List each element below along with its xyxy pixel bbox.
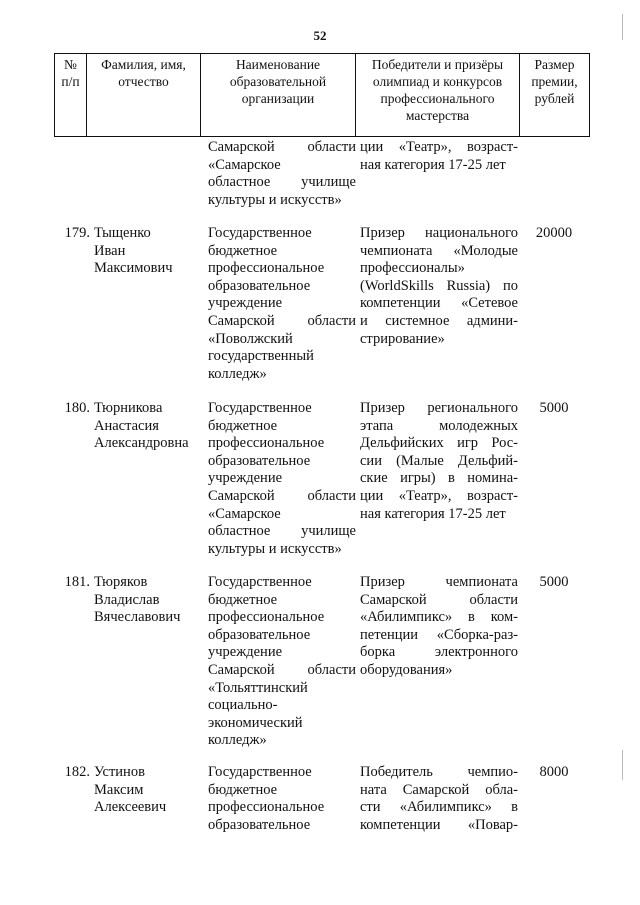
row-name xyxy=(94,574,204,627)
name-line: Максим xyxy=(94,781,144,798)
org-line: Самарской области xyxy=(208,139,356,155)
table-body xyxy=(54,137,589,905)
page-number: 52 xyxy=(313,28,327,43)
row-number: 182. xyxy=(64,764,90,780)
row-organization xyxy=(208,225,356,383)
row-prize: 8000 xyxy=(539,764,569,780)
winners-line: оборудования» xyxy=(360,661,453,678)
name-line: Тюряков xyxy=(94,574,148,590)
winners-line: петенции «Сборка-раз- xyxy=(360,626,518,643)
org-line: Государственное xyxy=(208,400,312,416)
winners-line: и системное админи- xyxy=(360,312,518,329)
row-prize: 5000 xyxy=(539,574,569,590)
winners-line: стрирование» xyxy=(360,330,445,347)
winners-line: ции «Театр», возраст- xyxy=(360,487,518,504)
winners-line: Дельфийских игр Рос- xyxy=(360,435,518,452)
org-line: областное училище xyxy=(208,174,356,191)
winners-line: (WorldSkills Russia) по xyxy=(360,277,518,294)
org-line: «Самарское xyxy=(208,505,281,522)
winners-line: сии (Малые Дельфий- xyxy=(360,452,518,469)
table-header xyxy=(54,53,590,137)
row-name xyxy=(94,400,204,453)
org-line: профессиональное xyxy=(208,799,325,816)
org-line: бюджетное xyxy=(208,417,278,434)
name-line: Максимович xyxy=(94,260,173,277)
name-line: Алексеевич xyxy=(94,799,167,816)
winners-line: профессионалы» xyxy=(360,260,465,277)
winners-line: борка электронного xyxy=(360,644,518,661)
org-line: Самарской области xyxy=(208,661,356,678)
row-winners xyxy=(360,400,518,523)
name-line: Анастасия xyxy=(94,417,159,434)
header-num: № п/п xyxy=(55,54,87,137)
row-winners xyxy=(360,764,518,834)
row-prize: 20000 xyxy=(535,225,573,241)
row-organization xyxy=(208,400,356,558)
header-winners: Победители и призёры олимпиад и конкурсов профессионального мастерства xyxy=(356,54,520,137)
winners-line: ские игры) в номина- xyxy=(360,470,518,487)
org-line: Самарской области xyxy=(208,487,356,504)
org-line: областное училище xyxy=(208,523,356,540)
winners-line: ции «Театр», возраст- xyxy=(360,139,518,155)
org-line: Государственное xyxy=(208,574,312,590)
winners-line: ната Самарской обла- xyxy=(360,781,518,798)
winners-line: «Абилимпикс» в ком- xyxy=(360,609,518,626)
scan-artifact-mark xyxy=(622,14,623,40)
row-name xyxy=(94,225,204,278)
org-line: образовательное xyxy=(208,816,311,833)
row-prize: 5000 xyxy=(539,400,569,416)
org-line: бюджетное xyxy=(208,242,278,259)
winners-line: сти «Абилимпикс» в xyxy=(360,799,518,816)
org-line: учреждение xyxy=(208,295,283,312)
winners-line: Призер национального xyxy=(360,225,518,241)
row-number: 179. xyxy=(64,225,90,241)
winners-line: Призер чемпионата xyxy=(360,574,518,590)
winners-line: ная категория 17-25 лет xyxy=(360,505,506,522)
org-line: учреждение xyxy=(208,644,283,661)
name-line: Устинов xyxy=(94,764,145,780)
winners-line: Победитель чемпио- xyxy=(360,764,518,780)
winners-line: компетенции «Повар- xyxy=(360,816,518,833)
header-prize: Размер премии, рублей xyxy=(520,54,590,137)
continuation-winners xyxy=(360,139,518,174)
row-number: 181. xyxy=(64,574,90,590)
org-line: профессиональное xyxy=(208,609,325,626)
header-name: Фамилия, имя, отчество xyxy=(87,54,201,137)
row-organization xyxy=(208,574,356,750)
name-line: Тыщенко xyxy=(94,225,151,241)
name-line: Александровна xyxy=(94,435,189,452)
winners-line: Призер регионального xyxy=(360,400,518,416)
winners-line: Самарской области xyxy=(360,591,518,608)
org-line: Государственное xyxy=(208,764,312,780)
org-line: экономический xyxy=(208,714,303,731)
org-line: колледж» xyxy=(208,732,267,749)
org-line: «Тольяттинский xyxy=(208,679,308,696)
org-line: образовательное xyxy=(208,277,311,294)
org-line: профессиональное xyxy=(208,435,325,452)
org-line: «Поволжский xyxy=(208,330,293,347)
org-line: бюджетное xyxy=(208,591,278,608)
name-line: Тюрникова xyxy=(94,400,163,416)
name-line: Вячеславович xyxy=(94,609,181,626)
winners-line: этапа молодежных xyxy=(360,417,518,434)
org-line: профессиональное xyxy=(208,260,325,277)
row-winners xyxy=(360,225,518,348)
continuation-organization xyxy=(208,139,356,209)
row-winners xyxy=(360,574,518,680)
header-organization: Наименование образовательной организации xyxy=(201,54,356,137)
org-line: культуры и искусств» xyxy=(208,540,342,557)
name-line: Владислав xyxy=(94,591,160,608)
scan-artifact-mark xyxy=(622,750,623,780)
header-row xyxy=(55,54,590,137)
name-line: Иван xyxy=(94,242,126,259)
org-line: образовательное xyxy=(208,626,311,643)
org-line: учреждение xyxy=(208,470,283,487)
org-line: Самарской области xyxy=(208,312,356,329)
winners-line: чемпионата «Молодые xyxy=(360,242,518,259)
org-line: «Самарское xyxy=(208,156,281,173)
winners-line: компетенции «Сетевое xyxy=(360,295,518,312)
org-line: социально- xyxy=(208,697,278,714)
org-line: Государственное xyxy=(208,225,312,241)
winners-line: ная категория 17-25 лет xyxy=(360,156,506,173)
org-line: колледж» xyxy=(208,365,267,382)
org-line: образовательное xyxy=(208,452,311,469)
org-line: бюджетное xyxy=(208,781,278,798)
org-line: государственный xyxy=(208,348,314,365)
org-line: культуры и искусств» xyxy=(208,191,342,208)
row-name xyxy=(94,764,204,817)
row-number: 180. xyxy=(64,400,90,416)
row-organization xyxy=(208,764,356,834)
